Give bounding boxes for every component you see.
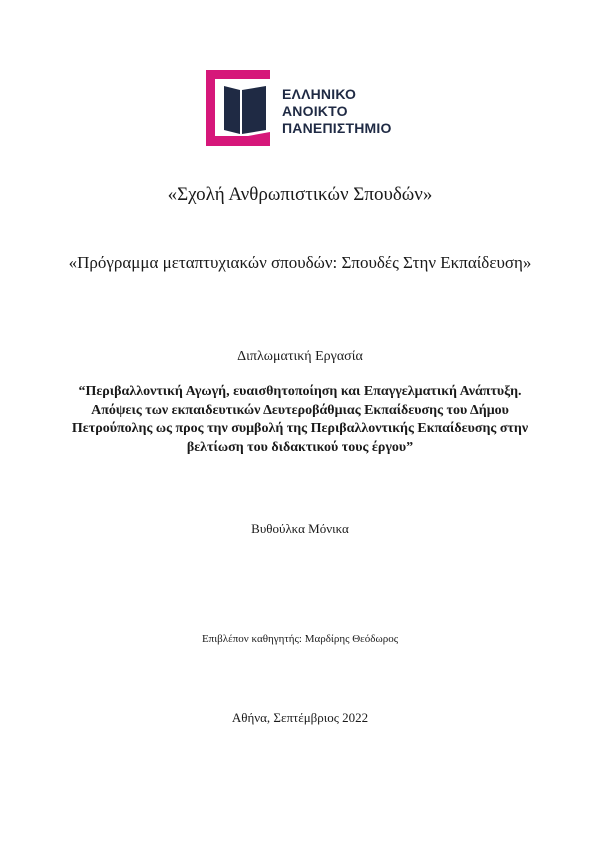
supervisor: Επιβλέπον καθηγητής: Μαρδίρης Θεόδωρος [201,633,399,645]
logo-line-2: ΑΝΟΙΚΤΟ [282,103,348,119]
school-name: «Σχολή Ανθρωπιστικών Σπουδών» [167,184,433,205]
thesis-type: Διπλωματική Εργασία [237,349,363,364]
logo-line-1: ΕΛΛΗΝΙΚΟ [282,86,357,102]
logo-mark-icon [206,70,278,146]
logo-text [282,86,392,137]
thesis-title: “Περιβαλλοντική Αγωγή, ευαισθητοποίηση και Επαγγελματική Ανάπτυξη. Απόψεις των εκπαιδευτικών Δευτεροβάθμιας Εκπαίδευσης του Δήμου Πετρούπολης ως προς την συμβολή της Περιβαλλοντικής Εκπαίδευσης στην βελτίωση του διδακτικού τους έργου” [71,384,529,455]
author-name: Βυθούλκα Μόνικα [251,521,349,536]
place-date: Αθήνα, Σεπτέμβριος 2022 [231,710,369,725]
program-name: «Πρόγραμμα μεταπτυχιακών σπουδών: Σπουδές Στην Εκπαίδευση» [68,253,532,272]
logo-line-3: ΠΑΝΕΠΙΣΤΗΜΙΟ [282,120,392,136]
university-logo [206,70,406,146]
